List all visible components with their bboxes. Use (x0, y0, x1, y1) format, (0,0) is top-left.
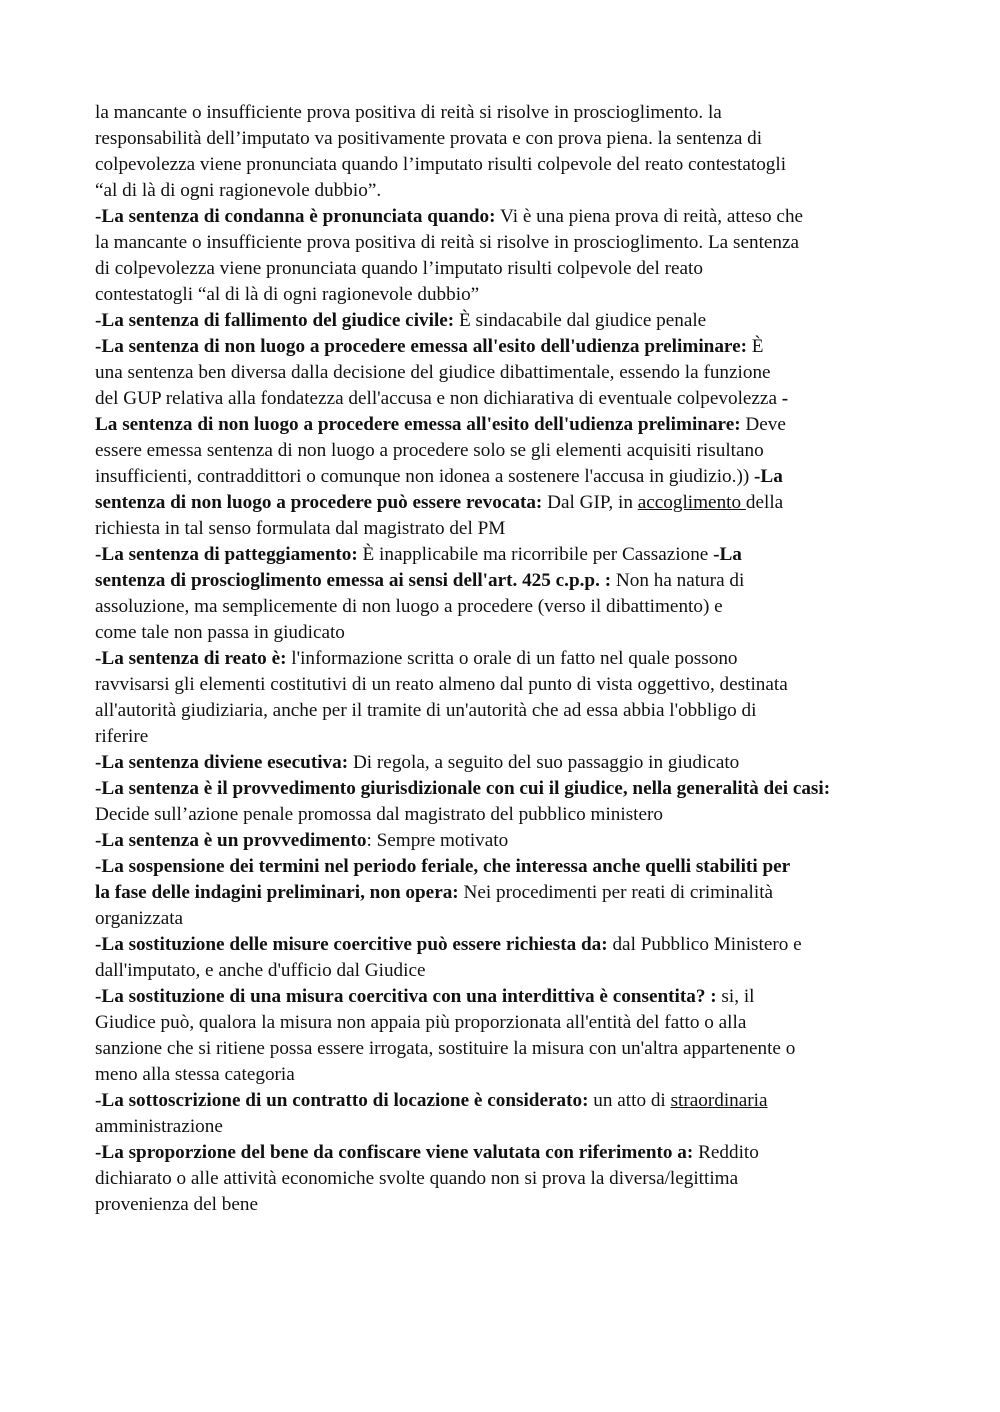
bold-text-run: -La sentenza diviene esecutiva: (95, 752, 349, 773)
bold-text-run: -La sentenza di patteggiamento: (95, 544, 358, 565)
text-run: insufficienti, contraddittori o comunque non idonea a sostenere l'accusa in giudizio.)) (95, 466, 755, 487)
text-run: essere emessa sentenza di non luogo a procedere solo se gli elementi acquisiti risultano (95, 440, 764, 461)
text-run: dall'imputato, e anche d'ufficio dal Giudice (95, 960, 426, 981)
text-line (95, 386, 965, 412)
bold-text-run: - (781, 388, 789, 409)
text-run: Giudice può, qualora la misura non appaia più proporzionata all'entità del fatto o alla (95, 1012, 747, 1033)
text-run: colpevolezza viene pronunciata quando l’imputato risulti colpevole del reato contestatogli (95, 154, 787, 175)
text-line (95, 828, 965, 854)
bold-text-run: -La sottoscrizione di un contratto di locazione è considerato: (95, 1090, 589, 1111)
text-line (95, 958, 965, 984)
bold-text-run: -La sentenza è il provvedimento giurisdizionale con cui il giudice, nella generalità dei casi: (95, 778, 831, 799)
text-line (95, 178, 965, 204)
text-run: Reddito (693, 1142, 759, 1163)
text-run: all'autorità giudiziaria, anche per il tramite di un'autorità che ad essa abbia l'obbligo di (95, 700, 757, 721)
text-line (95, 906, 965, 932)
text-line (95, 1114, 965, 1140)
text-run: Di regola, a seguito del suo passaggio in giudicato (348, 752, 740, 773)
text-line (95, 230, 965, 256)
text-run: l'informazione scritta o orale di un fatto nel quale possono (286, 648, 738, 669)
text-run: Dal GIP, in (542, 492, 638, 513)
text-line (95, 1010, 965, 1036)
text-run: della (745, 492, 784, 513)
text-run: dal Pubblico Ministero e (607, 934, 802, 955)
text-run: organizzata (95, 908, 184, 929)
text-run: Non ha natura di (611, 570, 745, 591)
text-run: come tale non passa in giudicato (95, 622, 345, 643)
text-line (95, 724, 965, 750)
text-line (95, 932, 965, 958)
text-run: Nei procedimenti per reati di criminalità (458, 882, 774, 903)
document-body (95, 100, 965, 1218)
text-run: un atto di (588, 1090, 671, 1111)
text-line (95, 204, 965, 230)
text-line (95, 620, 965, 646)
text-line (95, 282, 965, 308)
text-line (95, 490, 965, 516)
text-line (95, 984, 965, 1010)
text-run: del GUP relativa alla fondatezza dell'accusa e non dichiarativa di eventuale colpevolezza (95, 388, 782, 409)
text-line (95, 1192, 965, 1218)
bold-text-run: la fase delle indagini preliminari, non opera: (95, 882, 459, 903)
text-run: una sentenza ben diversa dalla decisione del giudice dibattimentale, essendo la funzione (95, 362, 771, 383)
text-run: la mancante o insufficiente prova positiva di reità si risolve in proscioglimento. La sentenza (95, 232, 800, 253)
text-run: È sindacabile dal giudice penale (454, 310, 707, 331)
text-run: dichiarato o alle attività economiche svolte quando non si prova la diversa/legittima (95, 1168, 739, 1189)
text-line (95, 100, 965, 126)
text-run: Deve (740, 414, 786, 435)
text-run: amministrazione (95, 1116, 223, 1137)
text-run: contestatogli “al di là di ogni ragionevole dubbio” (95, 284, 480, 305)
text-line (95, 1166, 965, 1192)
bold-text-run: -La (713, 544, 742, 565)
bold-text-run: -La sostituzione delle misure coercitive può essere richiesta da: (95, 934, 608, 955)
text-run: riferire (95, 726, 149, 747)
text-run: di colpevolezza viene pronunciata quando l’imputato risulti colpevole del reato (95, 258, 703, 279)
bold-text-run: -La (754, 466, 783, 487)
text-line (95, 750, 965, 776)
bold-text-run: -La sospensione dei termini nel periodo feriale, che interessa anche quelli stabiliti per (95, 856, 791, 877)
text-line (95, 412, 965, 438)
bold-text-run: -La sentenza di fallimento del giudice civile: (95, 310, 455, 331)
underlined-text-run: straordinaria (670, 1090, 768, 1111)
text-line (95, 776, 965, 802)
bold-text-run: -La sostituzione di una misura coercitiva con una interdittiva è consentita? : (95, 986, 717, 1007)
text-line (95, 152, 965, 178)
text-line (95, 308, 965, 334)
bold-text-run: -La sentenza è un provvedimento (95, 830, 367, 851)
text-run: È (747, 336, 764, 357)
text-run: assoluzione, ma semplicemente di non luogo a procedere (verso il dibattimento) e (95, 596, 723, 617)
text-line (95, 126, 965, 152)
text-run: : Sempre motivato (366, 830, 509, 851)
text-run: Vi è una piena prova di reità, atteso che (495, 206, 804, 227)
text-line (95, 1062, 965, 1088)
text-line (95, 568, 965, 594)
text-line (95, 256, 965, 282)
text-line (95, 1088, 965, 1114)
text-line (95, 594, 965, 620)
text-line (95, 542, 965, 568)
text-line (95, 672, 965, 698)
bold-text-run: -La sproporzione del bene da confiscare viene valutata con riferimento a: (95, 1142, 694, 1163)
text-run: Decide sull’azione penale promossa dal magistrato del pubblico ministero (95, 804, 663, 825)
text-run: sanzione che si ritiene possa essere irrogata, sostituire la misura con un'altra appartenente o (95, 1038, 796, 1059)
text-line (95, 438, 965, 464)
text-run: ravvisarsi gli elementi costitutivi di un reato almeno dal punto di vista oggettivo, destinata (95, 674, 788, 695)
text-run: meno alla stessa categoria (95, 1064, 295, 1085)
text-line (95, 1036, 965, 1062)
bold-text-run: -La sentenza di condanna è pronunciata quando: (95, 206, 496, 227)
text-line (95, 360, 965, 386)
text-run: richiesta in tal senso formulata dal magistrato del PM (95, 518, 506, 539)
text-run: “al di là di ogni ragionevole dubbio”. (95, 180, 382, 201)
text-line (95, 464, 965, 490)
bold-text-run: -La sentenza di reato è: (95, 648, 287, 669)
text-run: la mancante o insufficiente prova positiva di reità si risolve in proscioglimento. la (95, 102, 722, 123)
text-run: responsabilità dell’imputato va positivamente provata e con prova piena. la sentenza di (95, 128, 763, 149)
text-line (95, 802, 965, 828)
bold-text-run: -La sentenza di non luogo a procedere emessa all'esito dell'udienza preliminare: (95, 336, 747, 357)
text-run: provenienza del bene (95, 1194, 259, 1215)
text-line (95, 880, 965, 906)
bold-text-run: La sentenza di non luogo a procedere emessa all'esito dell'udienza preliminare: (95, 414, 741, 435)
underlined-text-run: accoglimento (637, 492, 746, 513)
text-line (95, 854, 965, 880)
bold-text-run: sentenza di proscioglimento emessa ai sensi dell'art. 425 c.p.p. : (95, 570, 612, 591)
text-line (95, 1140, 965, 1166)
bold-text-run: sentenza di non luogo a procedere può essere revocata: (95, 492, 543, 513)
text-run: si, il (716, 986, 755, 1007)
text-line (95, 516, 965, 542)
text-line (95, 646, 965, 672)
text-line (95, 698, 965, 724)
text-run: È inapplicabile ma ricorribile per Cassazione (357, 544, 714, 565)
text-line (95, 334, 965, 360)
